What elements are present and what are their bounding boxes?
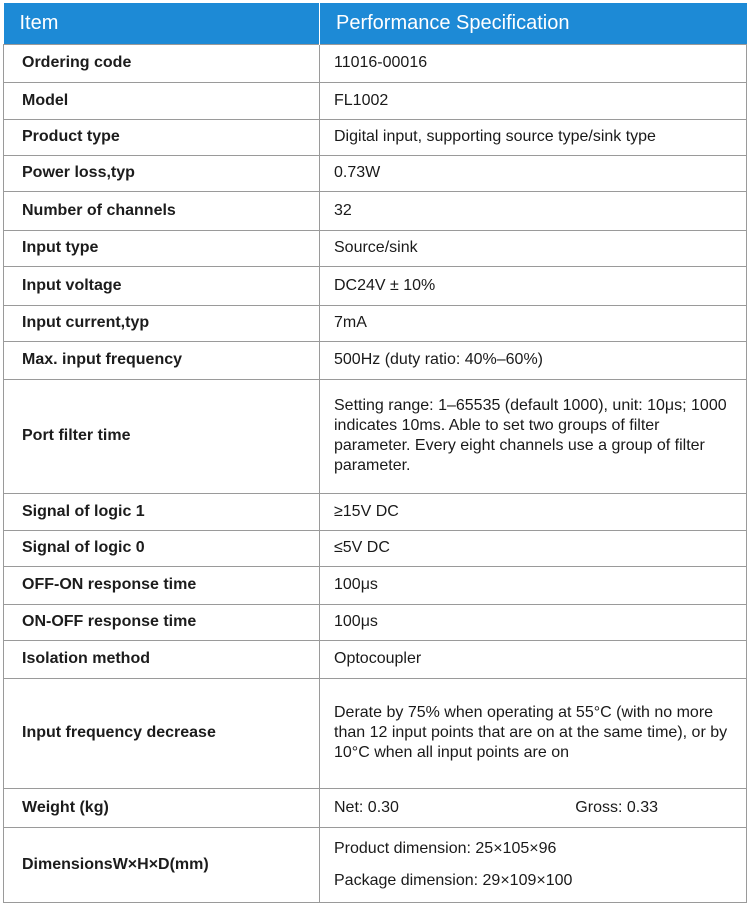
- table-row: [4, 827, 747, 902]
- table-row: [4, 640, 747, 678]
- row-value: 7mA: [320, 305, 747, 341]
- table-header-row: [4, 3, 747, 44]
- row-value: 32: [320, 191, 747, 230]
- table-row: [4, 604, 747, 640]
- row-label: Input type: [4, 230, 320, 266]
- table-row: [4, 305, 747, 341]
- table-row: [4, 155, 747, 191]
- row-label: Port filter time: [4, 379, 320, 493]
- table-row: [4, 341, 747, 379]
- table-row: [4, 678, 747, 788]
- row-label: Model: [4, 82, 320, 119]
- row-label: Input voltage: [4, 266, 320, 305]
- row-label: Max. input frequency: [4, 341, 320, 379]
- row-label: Product type: [4, 119, 320, 155]
- row-label: Power loss,typ: [4, 155, 320, 191]
- table-row: [4, 379, 747, 493]
- table-row: [4, 493, 747, 530]
- row-label: OFF-ON response time: [4, 566, 320, 604]
- row-value: DC24V ± 10%: [320, 266, 747, 305]
- row-value: ≤5V DC: [320, 530, 747, 566]
- table-row: [4, 788, 747, 827]
- table-row: [4, 530, 747, 566]
- row-value: Setting range: 1–65535 (default 1000), unit: 10μs; 1000 indicates 10ms. Able to set two groups of filter parameter. Every eight channels use a group of filter parameter.: [320, 379, 747, 493]
- header-item: Item: [4, 3, 320, 44]
- header-performance-specification: Performance Specification: [320, 3, 747, 44]
- weight-net: Net: 0.30: [334, 798, 399, 816]
- dimension-values: [320, 827, 747, 902]
- table-row: [4, 119, 747, 155]
- product-dimension: Product dimension: 25×105×96: [334, 839, 557, 857]
- table-row: [4, 230, 747, 266]
- row-label: DimensionsW×H×D(mm): [4, 827, 320, 902]
- weight-values: [320, 788, 747, 827]
- package-dimension: Package dimension: 29×109×100: [334, 871, 573, 889]
- row-value: 100μs: [320, 604, 747, 640]
- row-label: Isolation method: [4, 640, 320, 678]
- row-label: Number of channels: [4, 191, 320, 230]
- table-row: [4, 266, 747, 305]
- row-value: Digital input, supporting source type/sink type: [320, 119, 747, 155]
- table-row: [4, 566, 747, 604]
- table-row: [4, 191, 747, 230]
- row-label: Weight (kg): [4, 788, 320, 827]
- table-row: [4, 82, 747, 119]
- row-value: Optocoupler: [320, 640, 747, 678]
- row-value: Derate by 75% when operating at 55°C (with no more than 12 input points that are on at the same time), or by 10°C when all input points are on: [320, 678, 747, 788]
- row-value: Source/sink: [320, 230, 747, 266]
- specification-table: [3, 3, 747, 903]
- weight-gross: Gross: 0.33: [575, 798, 658, 816]
- row-label: Ordering code: [4, 44, 320, 82]
- row-label: ON-OFF response time: [4, 604, 320, 640]
- row-label: Input frequency decrease: [4, 678, 320, 788]
- row-label: Signal of logic 0: [4, 530, 320, 566]
- row-label: Input current,typ: [4, 305, 320, 341]
- row-value: ≥15V DC: [320, 493, 747, 530]
- row-value: 500Hz (duty ratio: 40%–60%): [320, 341, 747, 379]
- row-label: Signal of logic 1: [4, 493, 320, 530]
- row-value: FL1002: [320, 82, 747, 119]
- table-row: [4, 44, 747, 82]
- row-value: 0.73W: [320, 155, 747, 191]
- row-value: 100μs: [320, 566, 747, 604]
- row-value: 11016-00016: [320, 44, 747, 82]
